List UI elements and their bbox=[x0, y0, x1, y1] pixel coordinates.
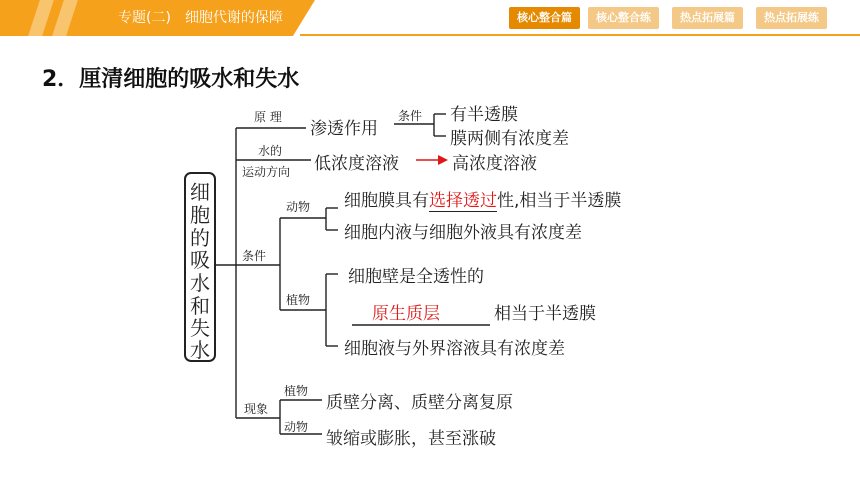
phenomenon-plant-text: 质壁分离、质壁分离复原 bbox=[326, 393, 513, 413]
root-char: 和 bbox=[190, 294, 210, 318]
condition-label: 条件 bbox=[398, 109, 423, 123]
root-char: 吸 bbox=[190, 248, 210, 272]
root-char: 胞 bbox=[190, 203, 210, 227]
root-char: 水 bbox=[190, 271, 210, 295]
plant-line-2: 相当于半透膜 bbox=[494, 304, 596, 324]
topic-name: 细胞代谢的保障 bbox=[184, 10, 283, 26]
phenomenon-plant-label: 植物 bbox=[284, 384, 309, 398]
animal-line-1-before: 细胞膜具有 bbox=[344, 191, 429, 211]
condition-branch-label: 条件 bbox=[242, 249, 267, 263]
root-char: 细 bbox=[190, 180, 210, 204]
animal-line-1-after: 性,相当于半透膜 bbox=[497, 191, 622, 211]
tab-hotspot-extension[interactable]: 热点拓展篇 bbox=[672, 7, 743, 29]
tab-core-integration[interactable]: 核心整合篇 bbox=[509, 7, 580, 29]
concept-diagram bbox=[176, 98, 680, 452]
animal-fill-answer: 选择透过 bbox=[429, 191, 497, 211]
phenomenon-label: 现象 bbox=[244, 402, 269, 416]
root-char: 失 bbox=[190, 316, 210, 340]
root-char: 水 bbox=[190, 338, 210, 362]
plant-line-1: 细胞壁是全透性的 bbox=[348, 267, 484, 287]
osmosis-text: 渗透作用 bbox=[310, 119, 378, 139]
high-concentration: 高浓度溶液 bbox=[452, 154, 537, 174]
top-bar bbox=[0, 0, 860, 36]
root-box bbox=[184, 172, 216, 362]
phenomenon-animal-label: 动物 bbox=[284, 420, 309, 434]
topic-label: 专题(二) bbox=[118, 10, 171, 26]
water-label-2: 运动方向 bbox=[242, 165, 291, 179]
animal-line-1 bbox=[344, 186, 621, 211]
header-underline bbox=[300, 34, 860, 36]
plant-fill-answer: 原生质层 bbox=[372, 304, 440, 324]
section-heading: 2．厘清细胞的吸水和失水 bbox=[42, 67, 300, 92]
animal-line-2: 细胞内液与细胞外液具有浓度差 bbox=[344, 223, 582, 243]
low-concentration: 低浓度溶液 bbox=[314, 154, 399, 174]
plant-line-3: 细胞液与外界溶液具有浓度差 bbox=[344, 339, 565, 359]
animal-label: 动物 bbox=[286, 200, 311, 214]
water-label-1: 水的 bbox=[258, 144, 283, 158]
tab-core-practice[interactable]: 核心整合练 bbox=[588, 7, 659, 29]
principle-label: 原 理 bbox=[254, 110, 282, 124]
phenomenon-animal-text: 皱缩或膨胀，甚至涨破 bbox=[326, 429, 496, 449]
plant-label: 植物 bbox=[286, 293, 311, 307]
tab-hotspot-practice[interactable]: 热点拓展练 bbox=[756, 7, 827, 29]
root-char: 的 bbox=[190, 226, 210, 250]
condition-1: 有半透膜 bbox=[450, 105, 518, 125]
condition-2: 膜两侧有浓度差 bbox=[450, 129, 569, 149]
topic-title bbox=[118, 0, 283, 36]
